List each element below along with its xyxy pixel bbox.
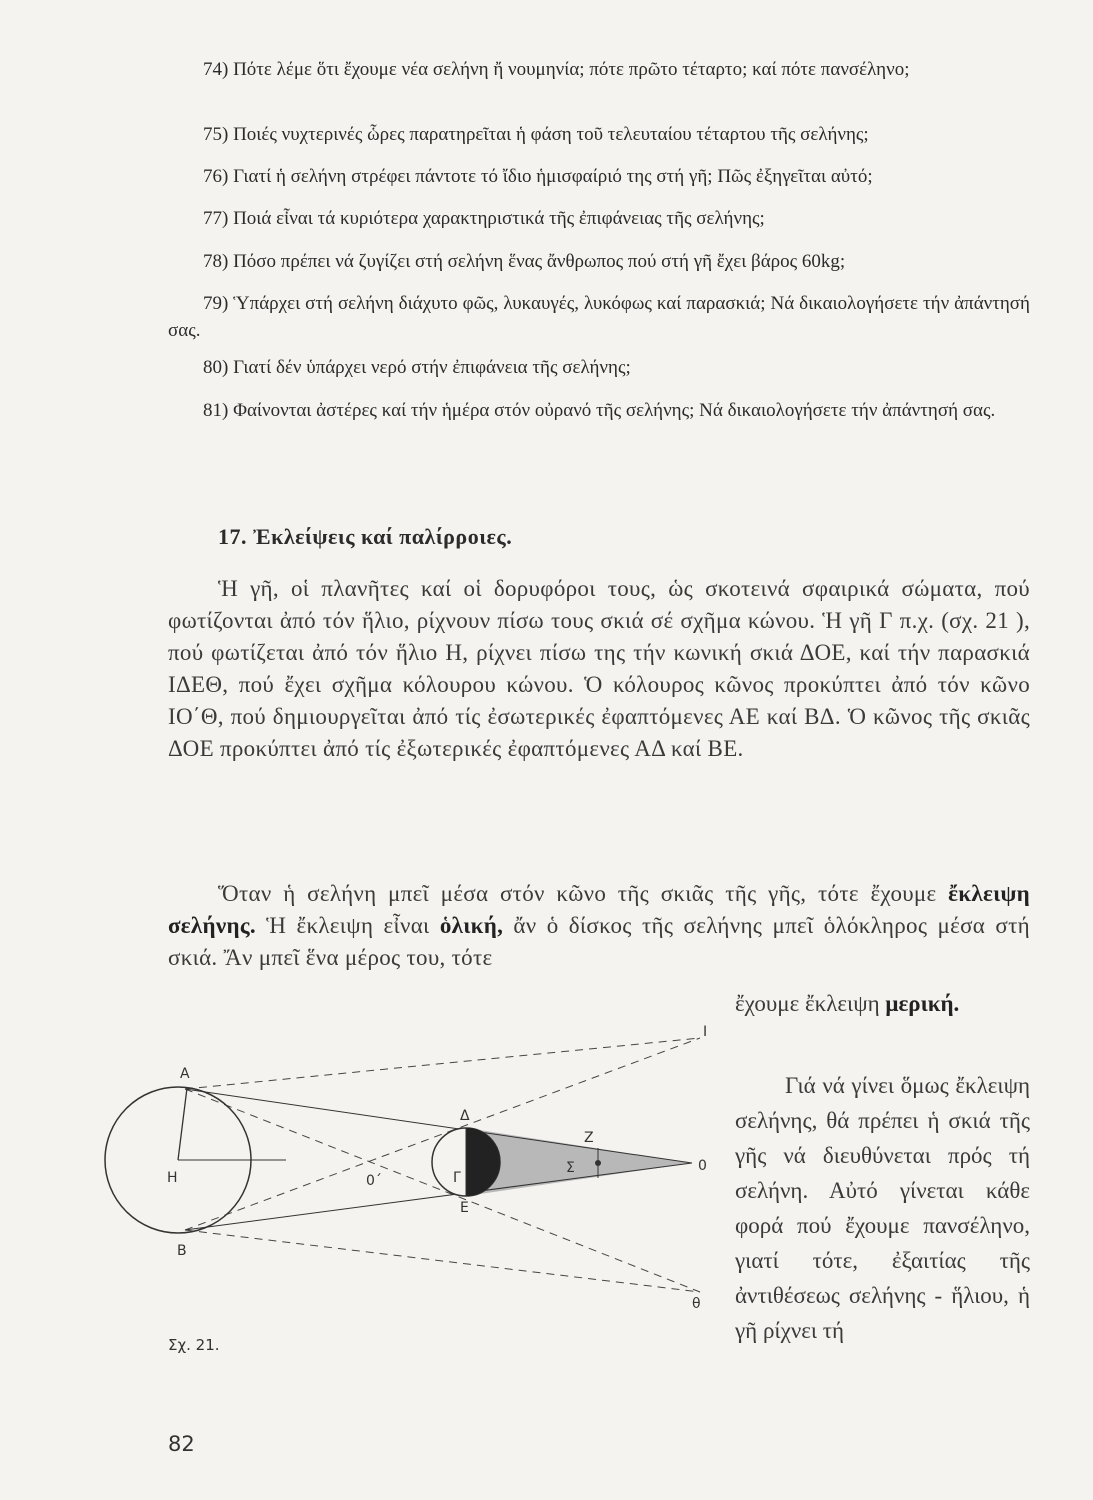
question-74: 74) Πότε λέμε ὅτι ἔχουμε νέα σελήνη ἤ νουμηνία; πότε πρῶτο τέταρτο; καί πότε πανσέληνο; xyxy=(203,59,910,80)
label-a: Α xyxy=(180,1066,190,1082)
label-th: θ xyxy=(692,1296,701,1312)
label-z: Ζ xyxy=(584,1130,594,1146)
paragraph-2-text-3: ἄν ὁ δίσκος τῆς σελήνης μπεῖ ὁλόκληρος μέσα στή σκιά. Ἄν μπεῖ ἕνα μέρος του, τότε xyxy=(168,913,1030,970)
paragraph-2-text-2: Ἡ ἔκλειψη εἶναι xyxy=(255,913,440,938)
label-s: Σ xyxy=(566,1160,575,1176)
paragraph-2-text-4: ἔχουμε ἔκλειψη xyxy=(735,991,886,1016)
section-title: Ἐκλείψεις καί παλίρροιες. xyxy=(253,524,513,549)
label-o-prime: 0΄ xyxy=(366,1173,382,1189)
penumbra-line-ai xyxy=(185,1038,700,1089)
label-b: Β xyxy=(177,1243,187,1259)
paragraph-3: Γιά νά γίνει ὅμως ἔκλειψη σελήνης, θά πρέπει ἡ σκιά τῆς γῆς νά διευθύνεται πρός τή σελήνη. Αὐτό γίνεται κάθε φορά πού ἔχουμε πανσέληνο, γιατί τότε, ἐξαιτίας τῆς ἀντιθέσεως σελήνης - ἥλιου, ἡ γῆ ρίχνει τή xyxy=(735,1073,1030,1343)
term-lunar-eclipse: ἔκλειψη σελήνης. xyxy=(168,881,1030,938)
sun-radius xyxy=(178,1088,187,1160)
label-e: Ε xyxy=(460,1200,469,1216)
label-d: Δ xyxy=(460,1108,470,1124)
question-80: 80) Γιατί δέν ὑπάρχει νερό στήν ἐπιφάνεια τῆς σελήνης; xyxy=(203,357,631,378)
label-o: 0 xyxy=(698,1158,707,1174)
penumbra-line-ath xyxy=(185,1089,700,1292)
label-i: Ι xyxy=(703,1024,708,1040)
term-partial: μερική. xyxy=(885,991,960,1016)
question-78: 78) Πόσο πρέπει νά ζυγίζει στή σελήνη ἕνας ἄνθρωπος πού στή γῆ ἔχει βάρος 60kg; xyxy=(203,251,846,272)
penumbra-line-bi xyxy=(185,1038,700,1230)
question-76: 76) Γιατί ἡ σελήνη στρέφει πάντοτε τό ἴδιο ἡμισφαίριό της στή γῆ; Πῶς ἐξηγεῖται αὐτό; xyxy=(203,166,873,187)
label-g: Γ xyxy=(453,1170,461,1186)
term-total: ὁλική, xyxy=(439,913,504,938)
question-77: 77) Ποιά εἶναι τά κυριότερα χαρακτηριστικά τῆς ἐπιφάνειας τῆς σελήνης; xyxy=(203,208,765,229)
moon-dot xyxy=(595,1160,601,1166)
question-81: 81) Φαίνονται ἀστέρες καί τήν ἡμέρα στόν οὐρανό τῆς σελήνης; Νά δικαιολογήσετε τήν ἀπάντησή σας. xyxy=(203,400,996,421)
question-79: 79) Ὑπάρχει στή σελήνη διάχυτο φῶς, λυκαυγές, λυκόφως καί παρασκιά; Νά δικαιολογήσετε τήν ἀπάντησή σας. xyxy=(168,293,1030,341)
paragraph-2-text-1: Ὅταν ἡ σελήνη μπεῖ μέσα στόν κῶνο τῆς σκιᾶς τῆς γῆς, τότε ἔχουμε xyxy=(218,881,949,906)
section-number: 17. xyxy=(218,524,247,549)
figure-caption: Σχ. 21. xyxy=(168,1336,220,1354)
paragraph-1: Ἡ γῆ, οἱ πλανῆτες καί οἱ δορυφόροι τους, ὡς σκοτεινά σφαιρικά σώματα, πού φωτίζονται ἀπό τόν ἥλιο, ρίχνουν πίσω τους σκιά σέ σχῆμα κώνου. Ἡ γῆ Γ π.χ. (σχ. 21 ), πού φωτίζεται ἀπό τόν ἥλιο Η, ρίχνει πίσω της τήν κωνική σκιά ΔΟΕ, καί τήν παρασκιά ΙΔΕΘ, πού ἔχει σχῆμα κόλουρου κώνου. Ὁ κόλουρος κῶνος προκύπτει ἀπό τόν κῶνο ΙΟ΄Θ, πού δημιουργεῖται ἀπό τίς ἐσωτερικές ἐφαπτόμενες ΑΕ καί ΒΔ. Ὁ κῶνος τῆς σκιᾶς ΔΟΕ προκύπτει ἀπό τίς ἐξωτερικές ἐφαπτόμενες ΑΔ καί ΒΕ. xyxy=(168,576,1030,761)
penumbra-line-bth xyxy=(185,1230,700,1292)
label-h: Η xyxy=(167,1170,178,1186)
page-number: 82 xyxy=(168,1432,195,1456)
question-75: 75) Ποιές νυχτερινές ὧρες παρατηρεῖται ἡ φάση τοῦ τελευταίου τέταρτου τῆς σελήνης; xyxy=(203,124,869,145)
